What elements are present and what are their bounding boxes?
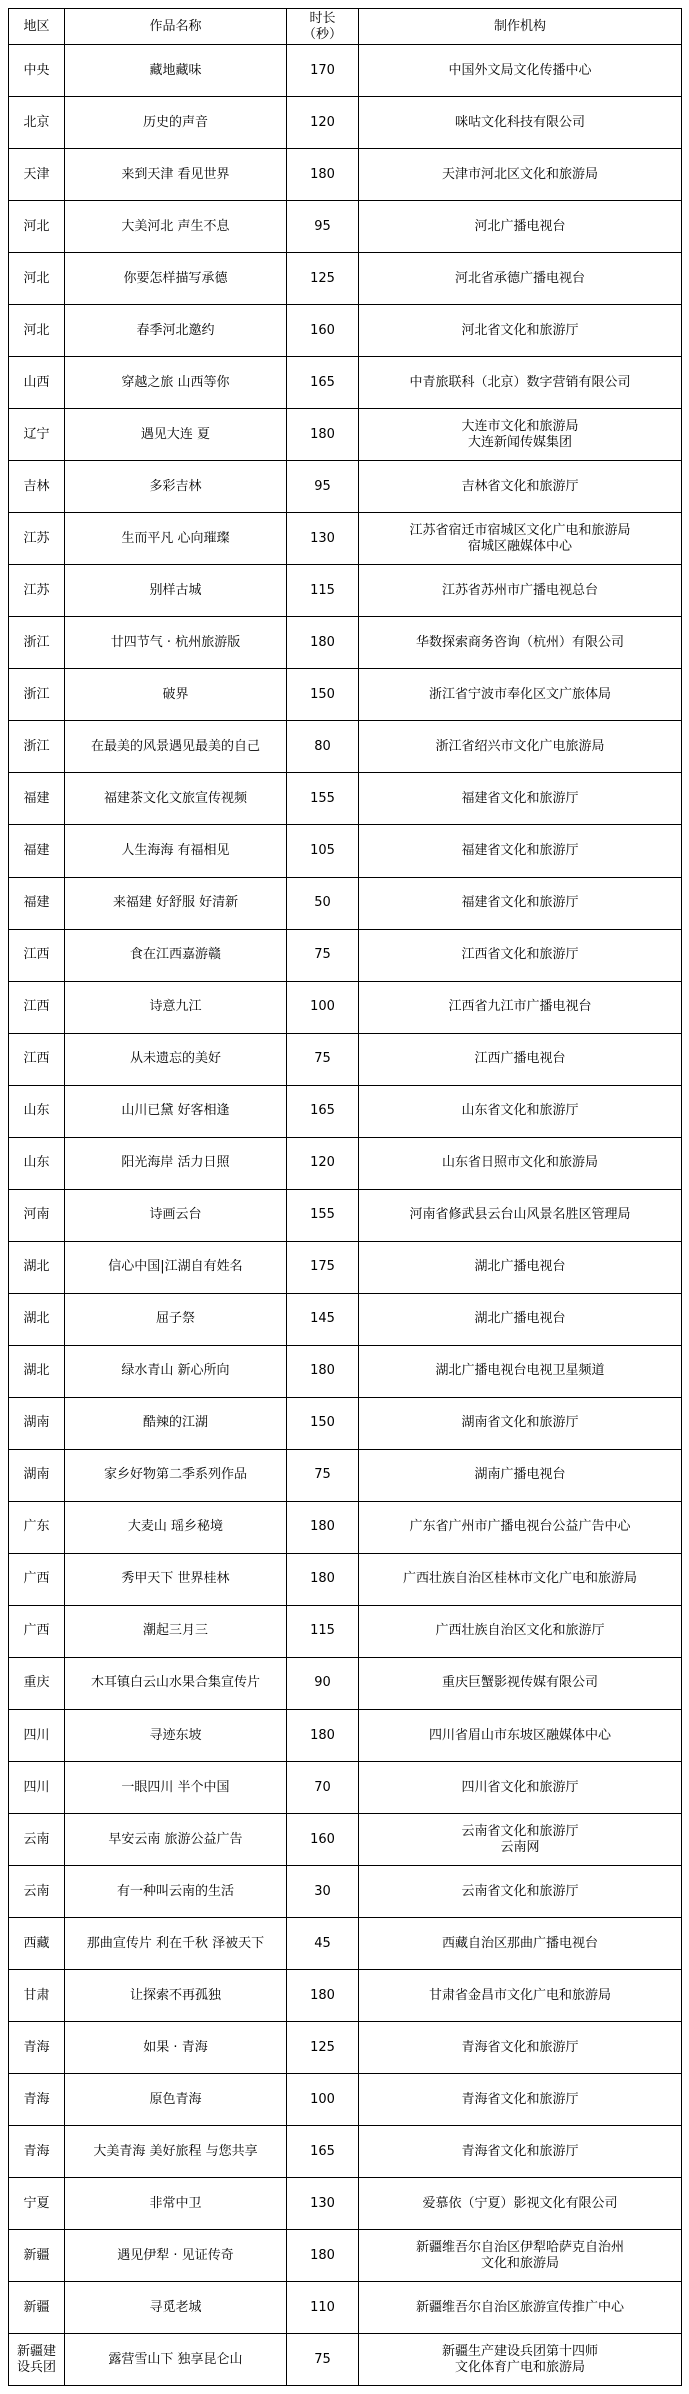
cell-producer [359, 877, 682, 929]
cell-title: 人生海海 有福相见 [65, 825, 287, 877]
cell-producer [359, 45, 682, 97]
cell-duration: 180 [287, 1553, 359, 1605]
cell-title: 一眼四川 半个中国 [65, 1762, 287, 1814]
table-row [9, 513, 682, 565]
cell-duration: 130 [287, 2178, 359, 2230]
cell-region: 新疆 [9, 2282, 65, 2334]
table-row [9, 2282, 682, 2334]
table-row [9, 45, 682, 97]
cell-duration: 105 [287, 825, 359, 877]
cell-producer [359, 305, 682, 357]
cell-producer-line: 甘肃省金昌市文化广电和旅游局 [428, 1987, 611, 2003]
table-row [9, 2178, 682, 2230]
cell-region: 广东 [9, 1501, 65, 1553]
cell-duration: 75 [287, 1449, 359, 1501]
cell-producer [359, 409, 682, 461]
table-row [9, 1762, 682, 1814]
table-row [9, 2334, 682, 2386]
cell-region: 中央 [9, 45, 65, 97]
cell-producer-line: 河南省修武县云台山风景名胜区管理局 [409, 1207, 631, 1223]
cell-duration: 180 [287, 1710, 359, 1762]
cell-title: 有一种叫云南的生活 [65, 1866, 287, 1918]
cell-title: 露营雪山下 独享昆仑山 [65, 2334, 287, 2386]
cell-producer [359, 1866, 682, 1918]
header-duration-line1: 时长 [309, 10, 336, 26]
cell-duration: 125 [287, 2022, 359, 2074]
cell-region: 山东 [9, 1137, 65, 1189]
cell-duration: 100 [287, 2074, 359, 2126]
cell-title: 如果 · 青海 [65, 2022, 287, 2074]
cell-producer-line: 青海省文化和旅游厅 [461, 2039, 579, 2055]
table-row [9, 253, 682, 305]
cell-producer [359, 1605, 682, 1657]
cell-region: 江西 [9, 1033, 65, 1085]
cell-producer-line: 福建省文化和旅游厅 [461, 895, 579, 911]
cell-region: 湖北 [9, 1345, 65, 1397]
cell-producer [359, 1241, 682, 1293]
table-row [9, 357, 682, 409]
cell-title: 诗意九江 [65, 981, 287, 1033]
cell-duration: 75 [287, 929, 359, 981]
cell-producer [359, 929, 682, 981]
header-region: 地区 [9, 9, 65, 45]
cell-duration: 180 [287, 2230, 359, 2282]
cell-producer-line: 中青旅联科（北京）数字营销有限公司 [409, 374, 631, 390]
cell-producer [359, 1970, 682, 2022]
cell-region: 山西 [9, 357, 65, 409]
cell-producer-line: 福建省文化和旅游厅 [461, 790, 579, 806]
cell-title: 秀甲天下 世界桂林 [65, 1553, 287, 1605]
cell-producer-line: 四川省眉山市东坡区融媒体中心 [428, 1727, 611, 1743]
cell-region: 浙江 [9, 721, 65, 773]
table-row [9, 409, 682, 461]
cell-region [9, 2334, 65, 2386]
cell-region: 河南 [9, 1189, 65, 1241]
cell-producer [359, 1501, 682, 1553]
cell-producer-line: 广西壮族自治区桂林市文化广电和旅游局 [402, 1571, 637, 1587]
table-row [9, 877, 682, 929]
cell-duration: 95 [287, 461, 359, 513]
cell-title: 让探索不再孤独 [65, 1970, 287, 2022]
cell-producer-line: 天津市河北区文化和旅游局 [441, 166, 598, 182]
cell-duration: 115 [287, 565, 359, 617]
cell-region: 甘肃 [9, 1970, 65, 2022]
table-row [9, 1293, 682, 1345]
cell-producer-line: 新疆生产建设兵团第十四师 [441, 2343, 598, 2359]
cell-duration: 115 [287, 1605, 359, 1657]
cell-title: 你要怎样描写承德 [65, 253, 287, 305]
cell-producer [359, 201, 682, 253]
cell-duration: 110 [287, 2282, 359, 2334]
cell-producer [359, 981, 682, 1033]
table-row [9, 1866, 682, 1918]
cell-producer-line: 浙江省绍兴市文化广电旅游局 [435, 738, 605, 754]
table-row [9, 2230, 682, 2282]
cell-title: 家乡好物第二季系列作品 [65, 1449, 287, 1501]
cell-producer-line: 文化和旅游局 [480, 2255, 559, 2271]
cell-region: 湖南 [9, 1449, 65, 1501]
cell-title: 屈子祭 [65, 1293, 287, 1345]
cell-producer-line: 爱慕依（宁夏）影视文化有限公司 [422, 2195, 618, 2211]
cell-producer-line: 新疆维吾尔自治区旅游宣传推广中心 [415, 2299, 624, 2315]
table-row [9, 1189, 682, 1241]
cell-producer [359, 2126, 682, 2178]
table-row [9, 2022, 682, 2074]
cell-producer-line: 宿城区融媒体中心 [467, 538, 572, 554]
cell-title: 大美河北 声生不息 [65, 201, 287, 253]
cell-producer [359, 2022, 682, 2074]
cell-title: 大美青海 美好旅程 与您共享 [65, 2126, 287, 2178]
cell-producer-line: 云南省文化和旅游厅 [461, 1823, 579, 1839]
cell-duration: 175 [287, 1241, 359, 1293]
cell-producer [359, 669, 682, 721]
cell-duration: 180 [287, 617, 359, 669]
cell-producer [359, 1137, 682, 1189]
cell-producer [359, 1918, 682, 1970]
table-row [9, 825, 682, 877]
cell-producer [359, 1710, 682, 1762]
cell-region: 云南 [9, 1866, 65, 1918]
cell-title: 遇见伊犁 · 见证传奇 [65, 2230, 287, 2282]
table-row [9, 1657, 682, 1709]
cell-title: 那曲宣传片 利在千秋 泽被天下 [65, 1918, 287, 1970]
cell-producer-line: 青海省文化和旅游厅 [461, 2143, 579, 2159]
cell-region: 湖南 [9, 1397, 65, 1449]
cell-title: 廿四节气 · 杭州旅游版 [65, 617, 287, 669]
cell-region: 重庆 [9, 1657, 65, 1709]
cell-producer-line: 云南网 [500, 1839, 540, 1855]
cell-duration: 180 [287, 1970, 359, 2022]
cell-title: 别样古城 [65, 565, 287, 617]
cell-title: 非常中卫 [65, 2178, 287, 2230]
cell-region: 青海 [9, 2126, 65, 2178]
table-row [9, 149, 682, 201]
cell-duration: 160 [287, 305, 359, 357]
cell-region-line: 设兵团 [16, 2359, 56, 2375]
cell-region: 北京 [9, 97, 65, 149]
header-producer: 制作机构 [359, 9, 682, 45]
cell-producer [359, 253, 682, 305]
table-row [9, 721, 682, 773]
table-row [9, 97, 682, 149]
table-row [9, 1449, 682, 1501]
cell-producer [359, 2334, 682, 2386]
cell-duration: 75 [287, 2334, 359, 2386]
cell-producer [359, 1397, 682, 1449]
cell-producer [359, 1449, 682, 1501]
cell-title: 遇见大连 夏 [65, 409, 287, 461]
cell-title: 山川已黛 好客相逢 [65, 1085, 287, 1137]
cell-region: 江苏 [9, 565, 65, 617]
cell-duration: 165 [287, 357, 359, 409]
cell-duration: 120 [287, 97, 359, 149]
cell-region: 江西 [9, 981, 65, 1033]
cell-producer [359, 1085, 682, 1137]
cell-producer-line: 江西广播电视台 [474, 1051, 566, 1067]
cell-producer [359, 1553, 682, 1605]
cell-region: 辽宁 [9, 409, 65, 461]
cell-producer-line: 河北省承德广播电视台 [454, 270, 585, 286]
cell-duration: 155 [287, 773, 359, 825]
works-table [8, 8, 682, 2386]
cell-region: 广西 [9, 1553, 65, 1605]
cell-title: 历史的声音 [65, 97, 287, 149]
cell-title: 穿越之旅 山西等你 [65, 357, 287, 409]
header-row [9, 9, 682, 45]
table-row [9, 773, 682, 825]
cell-duration: 150 [287, 669, 359, 721]
cell-duration: 160 [287, 1814, 359, 1866]
table-row [9, 201, 682, 253]
cell-producer [359, 1033, 682, 1085]
cell-region: 福建 [9, 773, 65, 825]
cell-producer [359, 721, 682, 773]
cell-title: 早安云南 旅游公益广告 [65, 1814, 287, 1866]
cell-producer-line: 湖南省文化和旅游厅 [461, 1415, 579, 1431]
table-row [9, 1241, 682, 1293]
cell-region: 河北 [9, 305, 65, 357]
cell-title: 寻迹东坡 [65, 1710, 287, 1762]
cell-title: 多彩吉林 [65, 461, 287, 513]
cell-region: 浙江 [9, 617, 65, 669]
header-duration [287, 9, 359, 45]
cell-region: 云南 [9, 1814, 65, 1866]
cell-title: 绿水青山 新心所向 [65, 1345, 287, 1397]
cell-producer [359, 1762, 682, 1814]
table-row [9, 1814, 682, 1866]
cell-producer-line: 青海省文化和旅游厅 [461, 2091, 579, 2107]
cell-duration: 165 [287, 2126, 359, 2178]
cell-producer [359, 1189, 682, 1241]
cell-duration: 180 [287, 1345, 359, 1397]
cell-title: 在最美的风景遇见最美的自己 [65, 721, 287, 773]
cell-producer-line: 湖北广播电视台 [474, 1311, 566, 1327]
cell-producer [359, 773, 682, 825]
cell-producer-line: 江苏省宿迁市宿城区文化广电和旅游局 [409, 522, 631, 538]
cell-duration: 45 [287, 1918, 359, 1970]
cell-region: 湖北 [9, 1293, 65, 1345]
cell-producer-line: 湖南广播电视台 [474, 1467, 566, 1483]
cell-duration: 50 [287, 877, 359, 929]
cell-duration: 70 [287, 1762, 359, 1814]
cell-title: 来福建 好舒服 好清新 [65, 877, 287, 929]
cell-producer-line: 湖北广播电视台电视卫星频道 [435, 1363, 605, 1379]
cell-duration: 145 [287, 1293, 359, 1345]
cell-producer-line: 福建省文化和旅游厅 [461, 842, 579, 858]
cell-region: 四川 [9, 1762, 65, 1814]
cell-producer [359, 1657, 682, 1709]
cell-title: 生而平凡 心向璀璨 [65, 513, 287, 565]
cell-producer-line: 西藏自治区那曲广播电视台 [441, 1935, 598, 1951]
cell-producer [359, 2282, 682, 2334]
cell-region: 青海 [9, 2022, 65, 2074]
cell-duration: 120 [287, 1137, 359, 1189]
cell-duration: 150 [287, 1397, 359, 1449]
cell-title: 诗画云台 [65, 1189, 287, 1241]
cell-producer-line: 广东省广州市广播电视台公益广告中心 [409, 1519, 631, 1535]
cell-region: 山东 [9, 1085, 65, 1137]
cell-title: 从未遗忘的美好 [65, 1033, 287, 1085]
table-row [9, 1553, 682, 1605]
cell-duration: 95 [287, 201, 359, 253]
table-row [9, 2074, 682, 2126]
cell-producer-line: 四川省文化和旅游厅 [461, 1779, 579, 1795]
table-row [9, 617, 682, 669]
table-row [9, 1137, 682, 1189]
cell-duration: 180 [287, 149, 359, 201]
cell-title: 阳光海岸 活力日照 [65, 1137, 287, 1189]
cell-region: 青海 [9, 2074, 65, 2126]
cell-title: 福建茶文化文旅宣传视频 [65, 773, 287, 825]
cell-region: 广西 [9, 1605, 65, 1657]
table-row [9, 669, 682, 721]
cell-title: 来到天津 看见世界 [65, 149, 287, 201]
cell-duration: 75 [287, 1033, 359, 1085]
cell-producer [359, 2178, 682, 2230]
table-row [9, 2126, 682, 2178]
cell-duration: 180 [287, 409, 359, 461]
cell-duration: 180 [287, 1501, 359, 1553]
cell-duration: 155 [287, 1189, 359, 1241]
header-title: 作品名称 [65, 9, 287, 45]
cell-producer [359, 617, 682, 669]
header-duration-line2: （秒） [302, 26, 342, 42]
table-row [9, 929, 682, 981]
table-row [9, 1918, 682, 1970]
cell-producer-line: 广西壮族自治区文化和旅游厅 [435, 1623, 605, 1639]
cell-region: 新疆 [9, 2230, 65, 2282]
table-row [9, 981, 682, 1033]
table-row [9, 1605, 682, 1657]
table-row [9, 1345, 682, 1397]
cell-producer [359, 513, 682, 565]
cell-producer [359, 2230, 682, 2282]
cell-producer-line: 中国外文局文化传播中心 [448, 62, 592, 78]
cell-producer-line: 江西省文化和旅游厅 [461, 947, 579, 963]
cell-producer [359, 565, 682, 617]
cell-producer [359, 1293, 682, 1345]
cell-producer [359, 357, 682, 409]
cell-title: 破界 [65, 669, 287, 721]
cell-producer-line: 重庆巨蟹影视传媒有限公司 [441, 1675, 598, 1691]
cell-producer [359, 1345, 682, 1397]
cell-duration: 170 [287, 45, 359, 97]
cell-producer-line: 湖北广播电视台 [474, 1259, 566, 1275]
cell-region: 福建 [9, 825, 65, 877]
cell-producer-line: 大连市文化和旅游局 [461, 418, 579, 434]
table-row [9, 1397, 682, 1449]
cell-producer-line: 江西省九江市广播电视台 [448, 999, 592, 1015]
cell-producer [359, 2074, 682, 2126]
table-row [9, 1970, 682, 2022]
cell-duration: 90 [287, 1657, 359, 1709]
table-row [9, 305, 682, 357]
cell-producer-line: 山东省日照市文化和旅游局 [441, 1155, 598, 1171]
cell-region: 天津 [9, 149, 65, 201]
table-row [9, 1085, 682, 1137]
table-row [9, 1710, 682, 1762]
cell-producer-line: 云南省文化和旅游厅 [461, 1883, 579, 1899]
cell-producer [359, 461, 682, 513]
cell-producer-line: 山东省文化和旅游厅 [461, 1103, 579, 1119]
cell-title: 木耳镇白云山水果合集宣传片 [65, 1657, 287, 1709]
cell-duration: 80 [287, 721, 359, 773]
cell-region: 宁夏 [9, 2178, 65, 2230]
cell-region: 西藏 [9, 1918, 65, 1970]
cell-producer-line: 吉林省文化和旅游厅 [461, 478, 579, 494]
cell-producer [359, 149, 682, 201]
cell-duration: 165 [287, 1085, 359, 1137]
cell-title: 春季河北邀约 [65, 305, 287, 357]
cell-region: 河北 [9, 201, 65, 253]
cell-producer-line: 华数探索商务咨询（杭州）有限公司 [415, 634, 624, 650]
cell-producer [359, 1814, 682, 1866]
cell-title: 酷辣的江湖 [65, 1397, 287, 1449]
cell-duration: 125 [287, 253, 359, 305]
table-row [9, 1033, 682, 1085]
cell-region: 河北 [9, 253, 65, 305]
cell-region: 四川 [9, 1710, 65, 1762]
cell-title: 食在江西嘉游赣 [65, 929, 287, 981]
cell-title: 藏地藏味 [65, 45, 287, 97]
cell-producer [359, 97, 682, 149]
cell-producer-line: 河北省文化和旅游厅 [461, 322, 579, 338]
cell-region-line: 新疆建 [16, 2343, 56, 2359]
cell-producer-line: 河北广播电视台 [474, 218, 566, 234]
cell-title: 信心中国|江湖自有姓名 [65, 1241, 287, 1293]
cell-producer-line: 新疆维吾尔自治区伊犁哈萨克自治州 [415, 2239, 624, 2255]
cell-producer-line: 咪咕文化科技有限公司 [454, 114, 585, 130]
cell-producer [359, 825, 682, 877]
cell-duration: 100 [287, 981, 359, 1033]
cell-producer-line: 江苏省苏州市广播电视总台 [441, 582, 598, 598]
cell-producer-line: 文化体育广电和旅游局 [454, 2359, 585, 2375]
cell-region: 福建 [9, 877, 65, 929]
cell-region: 湖北 [9, 1241, 65, 1293]
cell-region: 江苏 [9, 513, 65, 565]
table-row [9, 565, 682, 617]
cell-region: 江西 [9, 929, 65, 981]
cell-producer-line: 大连新闻传媒集团 [467, 434, 572, 450]
cell-producer-line: 浙江省宁波市奉化区文广旅体局 [428, 686, 611, 702]
table-row [9, 461, 682, 513]
cell-title: 原色青海 [65, 2074, 287, 2126]
table-row [9, 1501, 682, 1553]
cell-title: 大麦山 瑶乡秘境 [65, 1501, 287, 1553]
cell-region: 浙江 [9, 669, 65, 721]
cell-region: 吉林 [9, 461, 65, 513]
cell-title: 寻觅老城 [65, 2282, 287, 2334]
cell-duration: 130 [287, 513, 359, 565]
cell-title: 潮起三月三 [65, 1605, 287, 1657]
cell-duration: 30 [287, 1866, 359, 1918]
